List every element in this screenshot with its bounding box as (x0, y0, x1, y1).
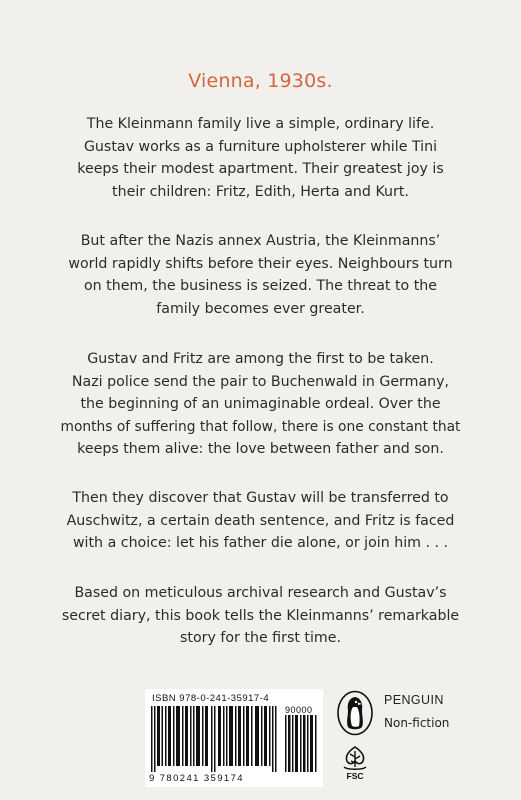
publisher-name: PENGUIN (384, 693, 444, 707)
paragraph-line: their children: Fritz, Edith, Herta and Kurt. (112, 183, 409, 200)
fsc-logo-icon (339, 743, 371, 783)
paragraph-line: Then they discover that Gustav will be transferred to (72, 490, 449, 506)
paragraph-1 (30, 113, 491, 203)
paragraph-line: world rapidly shifts before their eyes. Neighbours turn (68, 255, 453, 272)
paragraph-5 (30, 582, 491, 650)
paragraph-line: Auschwitz, a certain death sentence, and Fritz is faced (66, 512, 455, 529)
penguin-logo-icon (336, 690, 374, 736)
paragraph-line: with a choice: let his father die alone, or join him . . . (72, 535, 449, 551)
fsc-label: FSC (346, 771, 364, 781)
paragraph-line: on them, the business is seized. The threat to the (83, 278, 438, 294)
category-label: Non-fiction (384, 716, 450, 730)
paragraph-line: But after the Nazis annex Austria, the Kleinmanns’ (80, 233, 441, 249)
isbn-label: ISBN 978-0-241-35917-4 (152, 693, 270, 704)
paragraph-line: Based on meticulous archival research and Gustav’s (74, 585, 447, 601)
paragraph-line: Gustav works as a furniture upholsterer while Tini (83, 138, 438, 155)
heading: Vienna, 1930s. (188, 70, 333, 92)
paragraph-line: The Kleinmann family live a simple, ordinary life. (86, 116, 435, 132)
paragraph-line: story for the first time. (180, 630, 341, 646)
barcode-addon: 90000 (285, 705, 313, 715)
paragraph-line: keeps their modest apartment. Their greatest joy is (77, 161, 444, 177)
paragraph-line: keeps them alive: the love between father and son. (77, 441, 444, 457)
paragraph-line: the beginning of an unimaginable ordeal. Over the (80, 396, 441, 412)
paragraph-line: months of suffering that follow, there is one constant that (60, 418, 461, 435)
paragraph-line: Nazi police send the pair to Buchenwald in Germany, (71, 373, 450, 390)
barcode-digits: 9 780241 359174 (149, 773, 244, 784)
barcode (145, 689, 323, 787)
paragraph-line: family becomes ever greater. (156, 300, 365, 317)
paragraph-4 (30, 487, 491, 555)
paragraph-2 (30, 230, 491, 320)
paragraph-3 (30, 348, 491, 461)
barcode-bars (151, 706, 281, 772)
paragraph-line: secret diary, this book tells the Kleinmanns’ remarkable (61, 607, 460, 624)
barcode-addon-bars (285, 715, 319, 772)
paragraph-line: Gustav and Fritz are among the first to be taken. (87, 351, 434, 367)
